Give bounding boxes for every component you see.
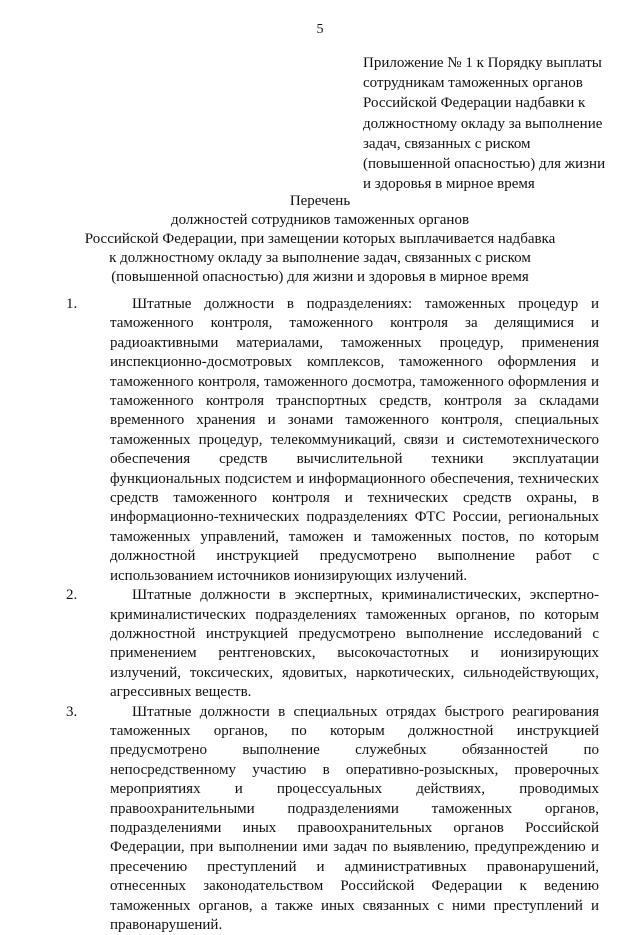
list-item bbox=[66, 703, 599, 935]
item-number: 3. bbox=[66, 703, 78, 720]
appendix-line: (повышенной опасностью) для жизни bbox=[363, 156, 606, 173]
appendix-heading bbox=[363, 53, 625, 194]
title-line: Российской Федерации, при замещении которых выплачивается надбавка bbox=[84, 231, 556, 247]
page-number: 5 bbox=[316, 22, 324, 37]
appendix-line: задач, связанных с риском bbox=[363, 135, 531, 152]
appendix-line: Российской Федерации надбавки к bbox=[363, 95, 586, 112]
appendix-line: и здоровья в мирное время bbox=[363, 176, 535, 193]
list-item bbox=[66, 295, 599, 586]
document-body bbox=[66, 295, 599, 935]
title-line: должностей сотрудников таможенных органов bbox=[170, 212, 470, 228]
appendix-line: должностному окладу за выполнение bbox=[363, 115, 603, 132]
appendix-line: Приложение № 1 к Порядку выплаты bbox=[363, 55, 602, 71]
item-text: Штатные должности в подразделениях: таможенных процедур и таможенного контроля, таможенного контроля за делящимися и радиоактивными материалами, таможенных процедур, применения инспекционно-досмотровых комплексов, таможенного оформления и таможенного контроля, таможенного досмотра, таможенного оформления и таможенного контроля транспортных средств, контроля за складами временного хранения и зонами таможенного контроля, специальных таможенных процедур, телекоммуникаций, связи и системотехнического обеспечения средств вычислительной техники эксплуатации функциональных подсистем и информационного обеспечения, технических средств таможенного контроля и технических средств охраны, в информационно-технических подразделениях ФТС России, региональных таможенных управлений, таможен и таможенных постов, по которым должностной инструкцией предусмотрено выполнение работ с использованием источников ионизирующих излучений. bbox=[110, 296, 599, 584]
item-text: Штатные должности в экспертных, криминалистических, экспертно-криминалистических подразделениях таможенных органов, по которым должностной инструкцией предусмотрено выполнение исследований с применением рентгеновских, высокочастотных и ионизирующих излучений, токсических, ядовитых, наркотических, сильнодействующих, агрессивных веществ. bbox=[110, 587, 599, 701]
item-number: 1. bbox=[66, 296, 78, 312]
list-item bbox=[66, 586, 599, 702]
item-number: 2. bbox=[66, 587, 78, 604]
title-line: к должностному окладу за выполнение задач, связанных с риском bbox=[109, 250, 531, 266]
title-line: Перечень bbox=[289, 193, 351, 209]
document-title bbox=[0, 192, 640, 287]
item-text: Штатные должности в специальных отрядах быстрого реагирования таможенных органов, по которым должностной инструкцией предусмотрено выполнение служебных обязанностей по непосредственному участию в оперативно-розыскных, проверочных мероприятиях и процессуальных действиях, проводимых правоохранительными подразделениями таможенных органов, подразделениями иных правоохранительных органов Российской Федерации, при выполнении ими задач по выявлению, предупреждению и пресечению преступлений и административных правонарушений, отнесенных законодательством Российской Федерации к ведению таможенных органов, а также иных связанных с ними преступлений и правонарушений. bbox=[110, 703, 599, 933]
title-line: (повышенной опасностью) для жизни и здоровья в мирное время bbox=[111, 269, 529, 285]
appendix-line: сотрудникам таможенных органов bbox=[363, 75, 583, 92]
